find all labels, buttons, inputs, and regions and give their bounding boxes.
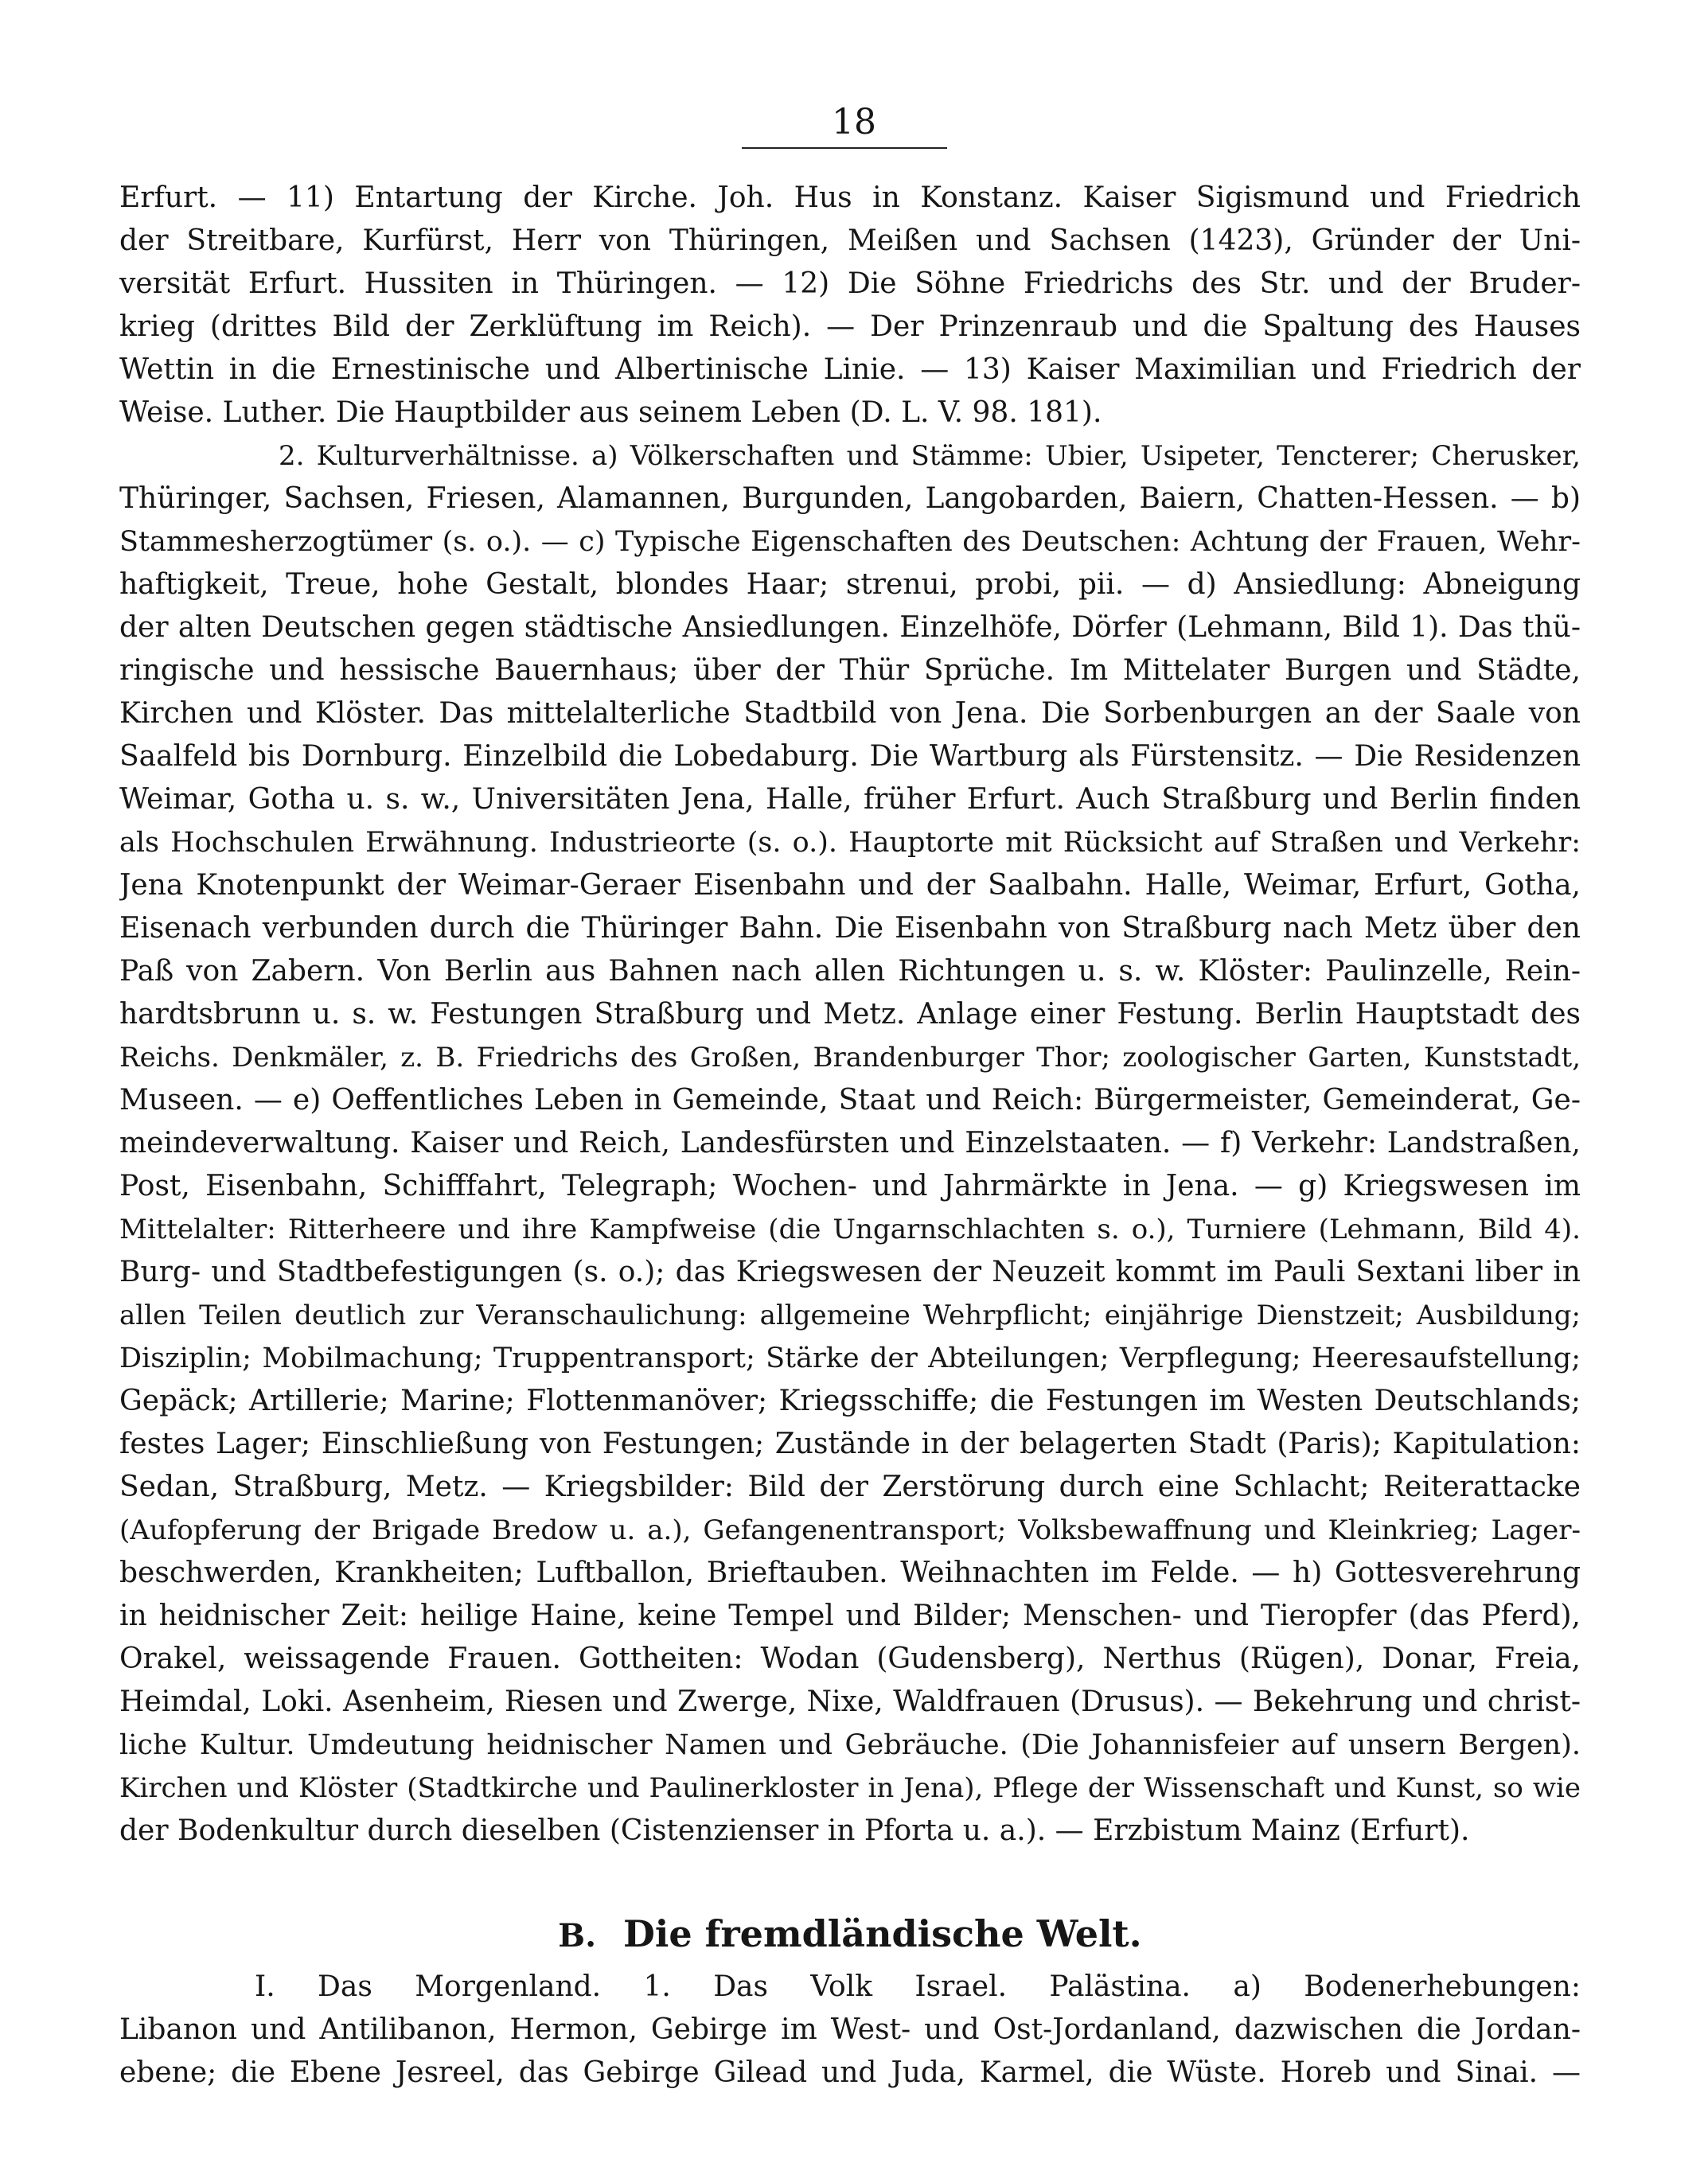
text-line: Erfurt. — 11) Entartung der Kirche. Joh. Hus in Konstanz. Kaiser Sigismund und Friedrich [119, 181, 1581, 214]
text-line: festes Lager; Einschließung von Festungen; Zustände in der belagerten Stadt (Paris); Kapitulation: [119, 1428, 1581, 1460]
text-line: Saalfeld bis Dornburg. Einzelbild die Lobedaburg. Die Wartburg als Fürstensitz. — Die Residenzen [119, 740, 1581, 773]
text-line: ringische und hessische Bauernhaus; über der Thür Sprüche. Im Mittelater Burgen und Städte, [119, 654, 1581, 687]
text-line: haftigkeit, Treue, hohe Gestalt, blondes Haar; strenui, probi, pii. — d) Ansiedlung: Abneigung [119, 568, 1581, 601]
text-line: Weise. Luther. Die Hauptbilder aus seinem Leben (D. L. V. 98. 181). [119, 396, 1102, 429]
text-line: Post, Eisenbahn, Schifffahrt, Telegraph; Wochen- und Jahrmärkte in Jena. — g) Kriegswesen im [119, 1170, 1581, 1202]
text-line: Reichs. Denkmäler, z. B. Friedrichs des Großen, Brandenburger Thor; zoologischer Garten, Kunststadt, [119, 1042, 1581, 1074]
section-letter: B. [558, 1917, 597, 1954]
section-title: Die fremdländische Welt. [623, 1912, 1142, 1955]
text-line: krieg (drittes Bild der Zerklüftung im Reich). — Der Prinzenraub und die Spaltung des Hauses [119, 310, 1581, 343]
text-line: Kirchen und Klöster (Stadtkirche und Paulinerkloster in Jena), Pflege der Wissenschaft und Kunst, so wie [119, 1772, 1581, 1804]
text-line: Sedan, Straßburg, Metz. — Kriegsbilder: Bild der Zerstörung durch eine Schlacht; Reiterattacke [119, 1471, 1581, 1503]
text-line: der Bodenkultur durch dieselben (Cistenzienser in Pforta u. a.). — Erzbistum Mainz (Erfurt). [119, 1814, 1470, 1847]
text-line: beschwerden, Krankheiten; Luftballon, Brieftauben. Weihnachten im Felde. — h) Gottesverehrung [119, 1557, 1581, 1589]
text-line: Wettin in die Ernestinische und Albertinische Linie. — 13) Kaiser Maximilian und Friedrich der [119, 353, 1581, 386]
text-line: Orakel, weissagende Frauen. Gottheiten: Wodan (Gudensberg), Nerthus (Rügen), Donar, Freia, [119, 1643, 1581, 1675]
section-heading [119, 1902, 1581, 1966]
body-text [119, 177, 1581, 2095]
text-line: Paß von Zabern. Von Berlin aus Bahnen nach allen Richtungen u. s. w. Klöster: Paulinzelle, Rein- [119, 955, 1581, 988]
text-line: der alten Deutschen gegen städtische Ansiedlungen. Einzelhöfe, Dörfer (Lehmann, Bild 1). Das thü- [119, 611, 1581, 644]
text-line: Stammesherzogtümer (s. o.). — c) Typische Eigenschaften des Deutschen: Achtung der Frauen, Wehr- [119, 526, 1581, 558]
text-line: in heidnischer Zeit: heilige Haine, keine Tempel und Bilder; Menschen- und Tieropfer (das Pferd), [119, 1600, 1581, 1632]
text-line: Libanon und Antilibanon, Hermon, Gebirge im West- und Ost-Jordanland, dazwischen die Jordan- [119, 2013, 1581, 2046]
text-line: Gepäck; Artillerie; Marine; Flottenmanöver; Kriegsschiffe; die Festungen im Westen Deutschlands; [119, 1385, 1581, 1417]
text-line: meindeverwaltung. Kaiser und Reich, Landesfürsten und Einzelstaaten. — f) Verkehr: Landstraßen, [119, 1127, 1581, 1159]
paragraph-history [119, 177, 1581, 435]
text-line: der Streitbare, Kurfürst, Herr von Thüringen, Meißen und Sachsen (1423), Gründer der Uni- [119, 224, 1581, 257]
paragraph-orient [119, 1966, 1581, 2095]
text-line: versität Erfurt. Hussiten in Thüringen. — 12) Die Söhne Friedrichs des Str. und der Bruder- [119, 267, 1581, 300]
text-line: ebene; die Ebene Jesreel, das Gebirge Gilead und Juda, Karmel, die Wüste. Horeb und Sinai. — [119, 2056, 1581, 2089]
text-line: Heimdal, Loki. Asenheim, Riesen und Zwerge, Nixe, Waldfrauen (Drusus). — Bekehrung und christ- [119, 1686, 1581, 1718]
text-line: Mittelalter: Ritterheere und ihre Kampfweise (die Ungarnschlachten s. o.), Turniere (Lehmann, Bild 4). [119, 1214, 1581, 1245]
text-line: Disziplin; Mobilmachung; Truppentransport; Stärke der Abteilungen; Verpflegung; Heeresaufstellung; [119, 1343, 1581, 1374]
text-line: hardtsbrunn u. s. w. Festungen Straßburg und Metz. Anlage einer Festung. Berlin Hauptstadt des [119, 998, 1581, 1031]
text-line: allen Teilen deutlich zur Veranschaulichung: allgemeine Wehrpflicht; einjährige Dienstzeit; Ausbildung; [119, 1300, 1581, 1331]
text-line: Kirchen und Klöster. Das mittelalterliche Stadtbild von Jena. Die Sorbenburgen an der Saale von [119, 697, 1581, 730]
paragraph-culture [119, 435, 1581, 1853]
text-line: Jena Knotenpunkt der Weimar-Geraer Eisenbahn und der Saalbahn. Halle, Weimar, Erfurt, Gotha, [119, 869, 1581, 902]
text-line: liche Kultur. Umdeutung heidnischer Namen und Gebräuche. (Die Johannisfeier auf unsern Bergen). [119, 1729, 1581, 1761]
text-line: als Hochschulen Erwähnung. Industrieorte (s. o.). Hauptorte mit Rücksicht auf Straßen und Verkehr: [119, 827, 1581, 859]
header-rule [742, 147, 947, 149]
text-line: Eisenach verbunden durch die Thüringer Bahn. Die Eisenbahn von Straßburg nach Metz über den [119, 912, 1581, 945]
text-line: Weimar, Gotha u. s. w., Universitäten Jena, Halle, früher Erfurt. Auch Straßburg und Berlin finden [119, 783, 1581, 816]
text-line: 2. Kulturverhältnisse. a) Völkerschaften und Stämme: Ubier, Usipeter, Tencterer; Cherusker, [279, 440, 1581, 472]
text-line: I. Das Morgenland. 1. Das Volk Israel. Palästina. a) Bodenerhebungen: [255, 1970, 1581, 2003]
text-line: (Aufopferung der Brigade Bredow u. a.), Gefangenentransport; Volksbewaffnung und Kleinkrieg; Lager- [119, 1514, 1581, 1546]
text-line: Burg- und Stadtbefestigungen (s. o.); das Kriegswesen der Neuzeit kommt im Pauli Sextani liber in [119, 1256, 1581, 1288]
text-line: Thüringer, Sachsen, Friesen, Alamannen, Burgunden, Langobarden, Baiern, Chatten-Hessen. — b) [119, 482, 1581, 515]
text-line: Museen. — e) Oeffentliches Leben in Gemeinde, Staat und Reich: Bürgermeister, Gemeinderat, Ge- [119, 1084, 1581, 1117]
page-number: 18 [832, 102, 876, 142]
